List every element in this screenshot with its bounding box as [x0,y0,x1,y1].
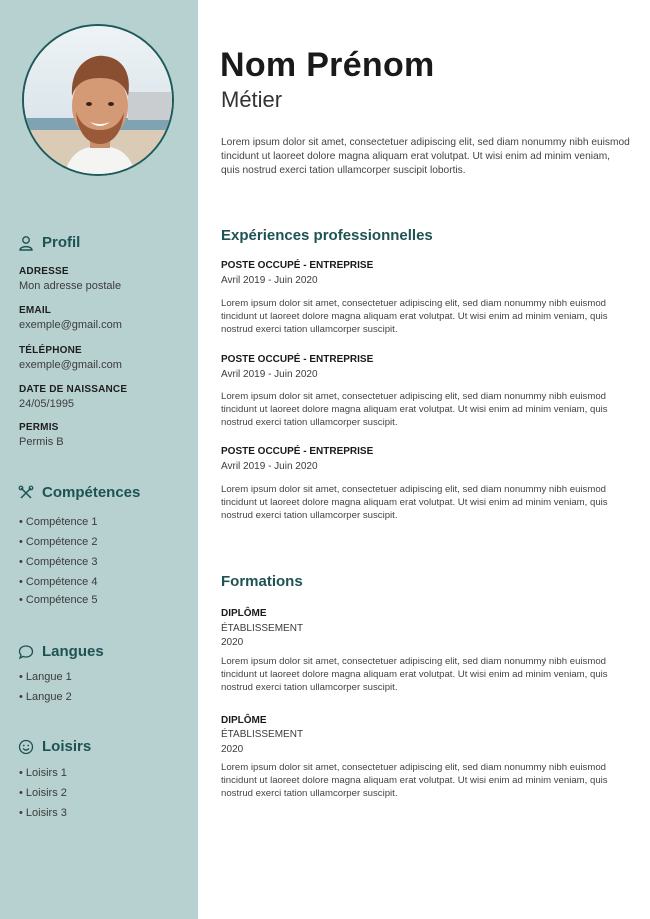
education-section-title: Formations [221,573,303,590]
profile-title-text: Profil [42,234,81,251]
education-year: 2020 [221,744,244,755]
skills-section-title [18,484,140,501]
intro-paragraph: Lorem ipsum dolor sit amet, consectetuer adipiscing elit, sed diam nonummy nibh euismod tincidunt ut laoreet dolore magna aliquam erat volutpat. Ut wisi enim ad minim veniam, quis nostrud exerci tation ullamcorper suscipit lobortis. [221,137,630,177]
list-item: • Compétence 5 [19,594,98,606]
experience-date: Avril 2019 - Juin 2020 [221,275,318,286]
list-item: • Langue 2 [19,691,72,703]
field-label: TÉLÉPHONE [19,345,82,356]
languages-title-text: Langues [42,643,104,660]
field-value: Permis B [19,436,64,448]
languages-section-title [18,643,104,660]
list-item: • Langue 1 [19,671,72,683]
experience-date: Avril 2019 - Juin 2020 [221,369,318,380]
profile-photo [22,24,174,176]
speech-bubble-icon [18,644,34,660]
address-field [19,266,121,292]
education-year: 2020 [221,637,244,648]
experience-description: Lorem ipsum dolor sit amet, consectetuer adipiscing elit, sed diam nonummy nibh euismod tincidunt ut laoreet dolore magna aliquam erat volutpat. Ut wisi enim ad minim veniam, quis nostrud exerci tation ullamcorper suscipit. [221,298,608,336]
birthdate-field [19,384,127,410]
education-school: ÉTABLISSEMENT [221,729,304,740]
experience-description: Lorem ipsum dolor sit amet, consectetuer adipiscing elit, sed diam nonummy nibh euismod tincidunt ut laoreet dolore magna aliquam erat volutpat. Ut wisi enim ad minim veniam, quis nostrud exerci tation ullamcorper suscipit. [221,484,608,522]
list-item: • Loisirs 1 [19,767,67,779]
profile-section-title [18,234,80,251]
smiley-icon [18,739,34,755]
experience-position: POSTE OCCUPÉ - ENTREPRISE [221,354,374,365]
field-label: ADRESSE [19,266,69,277]
languages-list [19,671,72,711]
phone-field [19,345,122,371]
list-item: • Compétence 1 [19,516,98,528]
hobbies-section-title [18,738,91,755]
list-item: • Compétence 3 [19,556,98,568]
job-title: Métier [221,87,283,112]
experience-section-title: Expériences professionnelles [221,227,433,244]
field-value: exemple@gmail.com [19,359,122,371]
education-description: Lorem ipsum dolor sit amet, consectetuer adipiscing elit, sed diam nonummy nibh euismod tincidunt ut laoreet dolore magna aliquam erat volutpat. Ut wisi enim ad minim veniam, quis nostrud exerci tation ullamcorper suscipit. [221,762,608,800]
field-value: 24/05/1995 [19,398,75,410]
education-school: ÉTABLISSEMENT [221,623,304,634]
field-label: EMAIL [19,305,52,316]
field-label: PERMIS [19,422,59,433]
education-degree: DIPLÔME [221,608,267,619]
hobbies-list [19,767,67,827]
experience-description: Lorem ipsum dolor sit amet, consectetuer adipiscing elit, sed diam nonummy nibh euismod tincidunt ut laoreet dolore magna aliquam erat volutpat. Ut wisi enim ad minim veniam, quis nostrud exerci tation ullamcorper suscipit. [221,391,608,429]
list-item: • Compétence 4 [19,576,98,588]
hobbies-title-text: Loisirs [42,738,92,755]
list-item: • Loisirs 3 [19,807,67,819]
field-value: exemple@gmail.com [19,319,122,331]
email-field [19,305,122,331]
education-description: Lorem ipsum dolor sit amet, consectetuer adipiscing elit, sed diam nonummy nibh euismod tincidunt ut laoreet dolore magna aliquam erat volutpat. Ut wisi enim ad minim veniam, quis nostrud exerci tation ullamcorper suscipit. [221,656,608,694]
skills-list [19,516,97,614]
field-label: DATE DE NAISSANCE [19,384,128,395]
license-field [19,422,64,448]
list-item: • Compétence 2 [19,536,98,548]
person-name: Nom Prénom [220,46,435,84]
person-icon [18,235,34,251]
education-degree: DIPLÔME [221,715,267,726]
list-item: • Loisirs 2 [19,787,67,799]
skills-title-text: Compétences [42,484,141,501]
experience-date: Avril 2019 - Juin 2020 [221,461,318,472]
experience-position: POSTE OCCUPÉ - ENTREPRISE [221,260,374,271]
field-value: Mon adresse postale [19,280,122,292]
tools-icon [18,485,34,501]
portrait-image [24,26,174,176]
experience-position: POSTE OCCUPÉ - ENTREPRISE [221,446,374,457]
